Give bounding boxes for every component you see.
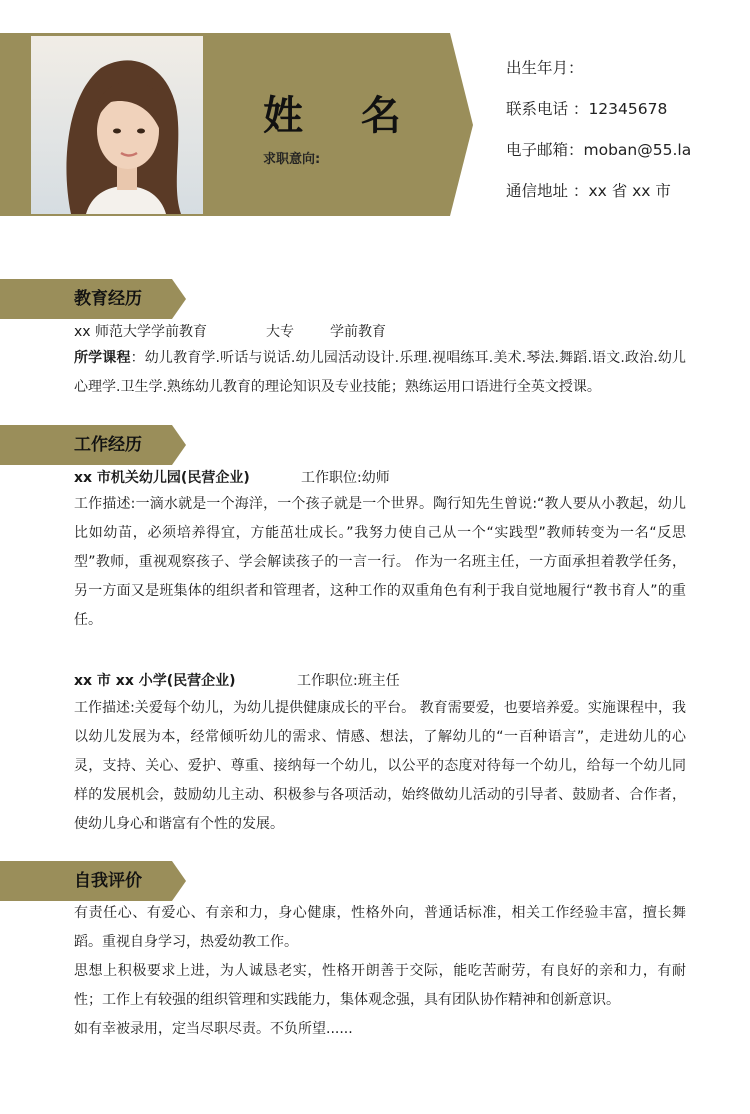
self-evaluation-paragraph: 如有幸被录用，定当尽职尽责。不负所望...... xyxy=(74,1021,353,1037)
courses-text: ：幼儿教育学.听话与说话.幼儿园活动设计.乐理.视唱练耳.美术.琴法.舞蹈.语文.政治.幼儿心理学.卫生学.熟练幼儿教育的理论知识及专业技能；熟练运用口语进行全英文授课。 xyxy=(74,350,687,395)
contact-address xyxy=(506,179,746,201)
contact-value: xx 省 xx 市 xyxy=(588,182,671,200)
education-courses xyxy=(74,344,686,402)
education-degree: 大专 xyxy=(266,324,294,340)
candidate-name: 姓 名 xyxy=(263,93,423,139)
contact-label: 联系电话 ： xyxy=(506,100,589,118)
contact-label: 通信地址 ： xyxy=(506,182,589,200)
job-company: xx 市 xx 小学(民营企业) xyxy=(74,673,236,689)
job-description: 工作描述:关爱每个幼儿，为幼儿提供健康成长的平台。 教育需要爱，也要培养爱。实施课程中，我以幼儿发展为本，经常倾听幼儿的需求、情感、想法，了解幼儿的“一百种语言”，走进幼儿的心灵，支持、关心、爱护、尊重、接纳每一个幼儿，以公平的态度对待每一个幼儿，给每一个幼儿同样的发展机会，鼓励幼儿主动、积极参与各项活动，始终做幼儿活动的引导者、鼓励者、合作者，使幼儿身心和谐富有个性的发展。 xyxy=(74,700,686,832)
contact-label: 出生年月： xyxy=(506,59,584,77)
contact-value: moban@55.la xyxy=(583,141,692,159)
contact-email xyxy=(506,138,746,160)
profile-photo xyxy=(31,36,203,214)
education-school: xx 师范大学学前教育 xyxy=(74,324,208,340)
courses-label: 所学课程 xyxy=(74,350,131,366)
contact-value: 12345678 xyxy=(588,100,668,118)
self-evaluation-paragraph: 有责任心、有爱心、有亲和力，身心健康，性格外向，普通话标准，相关工作经验丰富，擅长舞蹈。重视自身学习，热爱幼教工作。 xyxy=(74,905,686,950)
portrait-illustration xyxy=(31,36,203,214)
contact-birth xyxy=(506,56,746,78)
education-major: 学前教育 xyxy=(330,324,386,340)
section-title-education: 教育经历 xyxy=(74,289,142,309)
self-evaluation-paragraph: 思想上积极要求上进，为人诚恳老实，性格开朗善于交际，能吃苦耐劳，有良好的亲和力，有耐性；工作上有较强的组织管理和实践能力，集体观念强，具有团队协作精神和创新意识。 xyxy=(74,963,686,1008)
job-company: xx 市机关幼儿园(民营企业) xyxy=(74,470,250,486)
section-title-self: 自我评价 xyxy=(74,871,142,891)
contact-label: 电子邮箱： xyxy=(506,141,584,159)
section-title-work: 工作经历 xyxy=(74,435,142,455)
contact-phone xyxy=(506,97,746,119)
job-description: 工作描述:一滴水就是一个海洋，一个孩子就是一个世界。陶行知先生曾说:“教人要从小教起，幼儿比如幼苗，必须培养得宜，方能茁壮成长。”我努力使自己从一个“实践型”教师转变为一名“反思型”教师，重视观察孩子、学会解读孩子的一言一行。 作为一名班主任，一方面承担着教学任务，另一方面又是班集体的组织者和管理者，这种工作的双重角色有利于我自觉地履行“教书育人”的重任。 xyxy=(74,496,686,628)
job-intent-label: 求职意向: xyxy=(263,152,321,167)
job-position: 工作职位:班主任 xyxy=(297,673,400,689)
job-position: 工作职位:幼师 xyxy=(301,470,390,486)
